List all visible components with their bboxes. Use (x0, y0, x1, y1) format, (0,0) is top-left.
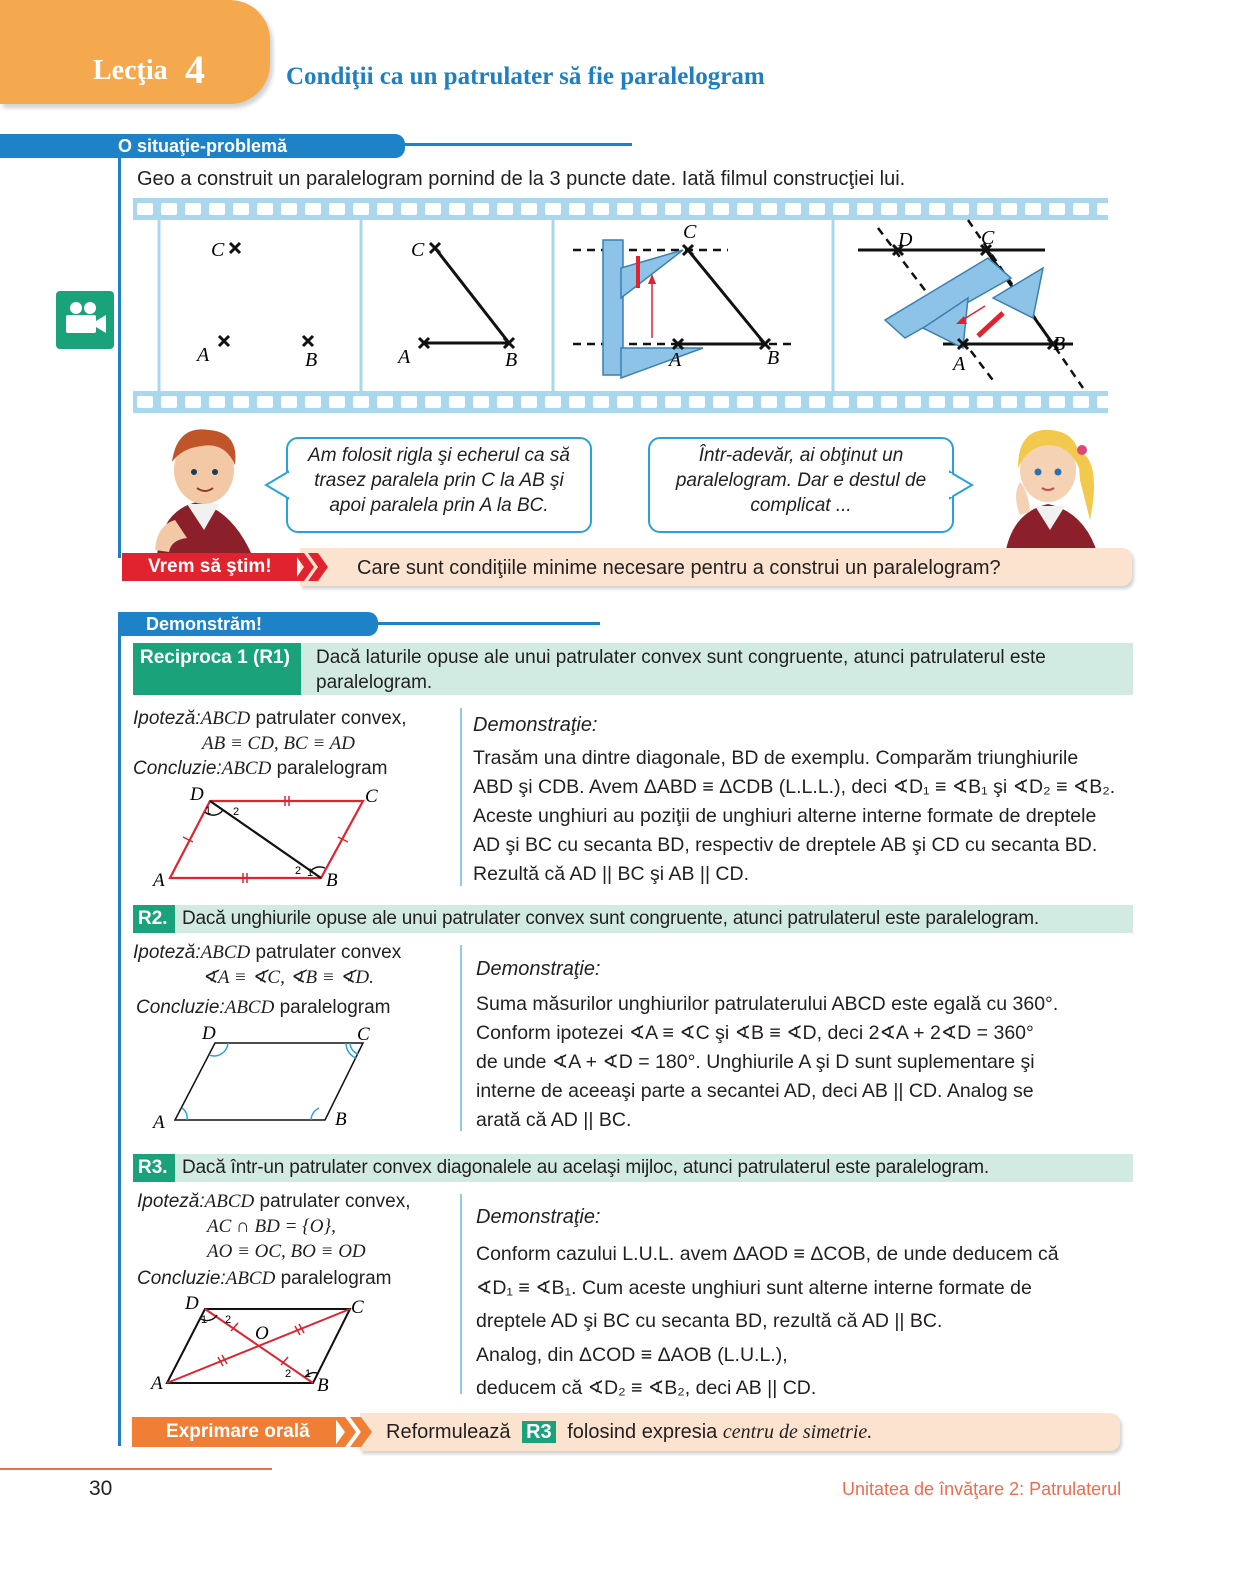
r2-hyp-congruences: ∢A ≡ ∢C, ∢B ≡ ∢D. (202, 967, 374, 988)
r2-label-C: C (357, 1024, 370, 1045)
r1-angle-b1: 1 (307, 867, 314, 879)
r3-concl-math: ABCD (225, 1268, 276, 1289)
frame4-label-A: A (953, 353, 966, 375)
r3-dem-line: ∢D₁ ≡ ∢B₁. Cum aceste unghiuri sunt alterne interne formate de (476, 1276, 1032, 1299)
r2-hyp-text: patrulater convex (250, 942, 402, 963)
frame1-label-B: B (305, 349, 318, 371)
r1-hyp-label: Ipoteză: (133, 708, 201, 729)
r3-tag: R3. (133, 1154, 175, 1182)
r1-hyp-congruences: AB ≡ CD, BC ≡ AD (202, 733, 356, 754)
r1-figure (145, 782, 395, 892)
r2-label-A: A (153, 1112, 165, 1132)
r1-dem-line: AD şi BC cu secanta BD, respectiv de dreptele AB şi CD cu secanta BD. (473, 834, 1098, 856)
speech-bubble-right (648, 437, 954, 533)
r2-figure (145, 1022, 385, 1132)
r2-dem-line: Conform ipotezei ∢A ≡ ∢C şi ∢B ≡ ∢D, deci 2∢A + 2∢D = 360° (476, 1022, 1034, 1044)
girl-illustration (990, 420, 1110, 555)
r1-tag: Reciproca 1 (R1) (133, 643, 301, 695)
r2-dem-line: interne de aceeaşi parte a secantei AD, deci AB || CD. Analog se (476, 1080, 1034, 1102)
r3-column-divider (460, 1194, 462, 1394)
boy-illustration (147, 420, 262, 555)
frame4-label-C: C (981, 227, 995, 249)
r2-dem-title: Demonstraţie: (476, 958, 601, 980)
r3-label-D: D (185, 1293, 199, 1314)
lesson-label: Lecţia (93, 55, 168, 86)
video-camera-icon (56, 291, 114, 349)
r1-hypothesis (133, 706, 407, 731)
frame4-label-B: B (1053, 333, 1066, 355)
r1-statement: Dacă laturile opuse ale unui patrulater convex sunt congruente, atunci patrulaterul este paralelogram. (316, 647, 1046, 693)
r2-hypothesis (133, 940, 401, 965)
r1-dem-text (473, 744, 1153, 889)
frame2-label-A: A (398, 346, 411, 368)
oral-label: Exprimare orală (166, 1421, 310, 1442)
frame2-label-B: B (505, 349, 518, 371)
r3-angle-d1: 1 (201, 1314, 208, 1326)
r3-dem-title: Demonstraţie: (476, 1206, 601, 1228)
r3-conclusion (137, 1266, 392, 1291)
r1-concl-label: Concluzie: (133, 758, 222, 779)
r1-conclusion (133, 756, 388, 781)
speech-bubble-right-text: Într-adevăr, ai obţinut un paralelogram. Dar e destul de complicat ... (675, 445, 927, 516)
oral-text-before: Reformulează (386, 1421, 511, 1443)
r3-hyp-label: Ipoteză: (137, 1191, 205, 1212)
r1-dem-line: Rezultă că AD || BC şi AB || CD. (473, 863, 750, 885)
r1-hyp-text: patrulater convex, (250, 708, 407, 729)
speech-bubble-left-text: Am folosit rigla şi echerul ca să trasez paralela prin C la AB şi apoi paralela prin A la BC. (308, 445, 570, 516)
r2-hyp-label: Ipoteză: (133, 942, 201, 963)
r2-dem-line: de unde ∢A + ∢D = 180°. Unghiurile A şi D sunt suplementare şi (476, 1051, 1035, 1073)
r1-column-divider (460, 708, 462, 886)
r1-dem-line: Aceste unghiuri au poziţii de unghiuri alterne interne formate de dreptele (473, 805, 1097, 827)
frame3-label-A: A (669, 349, 682, 371)
demonstram-section-rule (372, 622, 600, 625)
r2-dem-line: arată că AD || BC. (476, 1109, 632, 1131)
oral-italic: centru de simetrie. (722, 1421, 873, 1443)
r2-label-D: D (202, 1023, 216, 1044)
r3-angle-d2: 2 (225, 1314, 232, 1326)
r3-concl-label: Concluzie: (137, 1268, 226, 1289)
r3-statement: Dacă într-un patrulater convex diagonalele au acelaşi mijloc, atunci patrulaterul este paralelogram. (182, 1157, 989, 1178)
page-title: Condiţii ca un patrulater să fie paralelogram (286, 63, 765, 90)
r3-dem-line: dreptele AD şi BC cu secanta BD, rezultă că AD || BC. (476, 1310, 943, 1332)
lesson-number: 4 (185, 47, 205, 92)
r3-figure (145, 1293, 385, 1397)
problem-intro: Geo a construit un paralelogram pornind de la 3 puncte date. Iată filmul construcţiei lui. (137, 168, 906, 190)
r2-column-divider (460, 945, 462, 1131)
r3-dem-line: Analog, din ΔCOD ≡ ΔAOB (L.U.L.), (476, 1343, 788, 1366)
r3-concl-text: paralelogram (275, 1268, 392, 1289)
lesson-tab (0, 0, 270, 104)
frame3-label-B: B (767, 347, 780, 369)
demonstram-section-label: Demonstrăm! (146, 614, 263, 634)
r3-angle-b2: 2 (285, 1368, 292, 1380)
r3-hyp-text: patrulater convex, (254, 1191, 411, 1212)
r1-label-D: D (190, 784, 204, 805)
r1-concl-text: paralelogram (271, 758, 388, 779)
r3-hypothesis (137, 1189, 411, 1214)
r3-label-A: A (151, 1373, 163, 1394)
r3-label-C: C (351, 1297, 364, 1318)
r1-angle-b2: 2 (295, 865, 302, 877)
r2-tag: R2. (133, 905, 175, 933)
oral-label-box (132, 1417, 336, 1447)
problem-section-rule (400, 143, 632, 146)
film-strip (133, 198, 1108, 413)
demonstram-left-rule (118, 636, 121, 1446)
r2-concl-label: Concluzie: (136, 997, 225, 1018)
frame2-label-C: C (411, 239, 425, 261)
problem-left-rule (118, 158, 121, 558)
r1-label-B: B (326, 870, 338, 891)
r3-hyp-math: ABCD (204, 1191, 255, 1212)
page-number: 30 (89, 1477, 113, 1500)
r1-angle-d2: 2 (233, 806, 240, 818)
oral-chevron-icon (334, 1417, 376, 1447)
r3-angle-b1: 1 (305, 1368, 312, 1380)
frame1-label-C: C (211, 239, 225, 261)
r2-label-B: B (335, 1109, 347, 1130)
chevron-arrows-icon (294, 553, 332, 581)
problem-section-label: O situaţie-problemă (118, 136, 288, 156)
r3-hyp-congruences: AO ≡ OC, BO ≡ OD (207, 1241, 366, 1262)
oral-text (386, 1418, 872, 1446)
r1-label-C: C (365, 786, 378, 807)
r3-label-B: B (317, 1375, 329, 1396)
r1-dem-line: Trasăm una dintre diagonale, BD de exemplu. Comparăm triunghiurile (473, 747, 1079, 769)
r3-hyp-intersection: AC ∩ BD = {O}, (207, 1216, 336, 1237)
frame3-label-C: C (683, 221, 697, 243)
r1-concl-math: ABCD (221, 758, 272, 779)
r2-hyp-math: ABCD (200, 942, 251, 963)
r1-hyp-math: ABCD (200, 708, 251, 729)
bubble-right-pointer (948, 470, 974, 500)
ask-label-box (122, 553, 297, 581)
r1-angle-d1: 1 (205, 805, 212, 817)
r3-dem-line: deducem că ∢D₂ ≡ ∢B₂, deci AB || CD. (476, 1377, 817, 1399)
r2-dem-text (476, 990, 1156, 1135)
speech-bubble-left (286, 437, 592, 533)
r1-label-A: A (153, 870, 165, 891)
r3-label-O: O (255, 1323, 269, 1344)
footer-rule (0, 1468, 272, 1470)
oral-r3-tag: R3 (522, 1421, 556, 1443)
ask-label: Vrem să ştim! (148, 556, 272, 577)
r2-conclusion (136, 995, 391, 1020)
r2-statement: Dacă unghiurile opuse ale unui patrulater convex sunt congruente, atunci patrulaterul este paralelogram. (182, 908, 1039, 929)
frame1-label-A: A (197, 344, 210, 366)
r3-dem-text (476, 1238, 1156, 1406)
frame4-label-D: D (898, 229, 913, 251)
oral-text-after: folosind expresia (567, 1421, 718, 1443)
r3-dem-line: Conform cazului L.U.L. avem ΔAOD ≡ ΔCOB, de unde deducem că (476, 1243, 1059, 1265)
r2-concl-text: paralelogram (274, 997, 391, 1018)
bubble-left-pointer (264, 470, 290, 500)
unit-label: Unitatea de învăţare 2: Patrulaterul (842, 1479, 1122, 1499)
r1-dem-title: Demonstraţie: (473, 714, 598, 736)
ask-question: Care sunt condiţiile minime necesare pentru a construi un paralelogram? (357, 557, 1001, 579)
r1-dem-line: ABD şi CDB. Avem ΔABD ≡ ΔCDB (L.L.L.), deci ∢D₁ ≡ ∢B₁ şi ∢D₂ ≡ ∢B₂. (473, 776, 1116, 798)
r2-dem-line: Suma măsurilor unghiurilor patrulaterului ABCD este egală cu 360°. (476, 993, 1059, 1015)
r2-concl-math: ABCD (224, 997, 275, 1018)
